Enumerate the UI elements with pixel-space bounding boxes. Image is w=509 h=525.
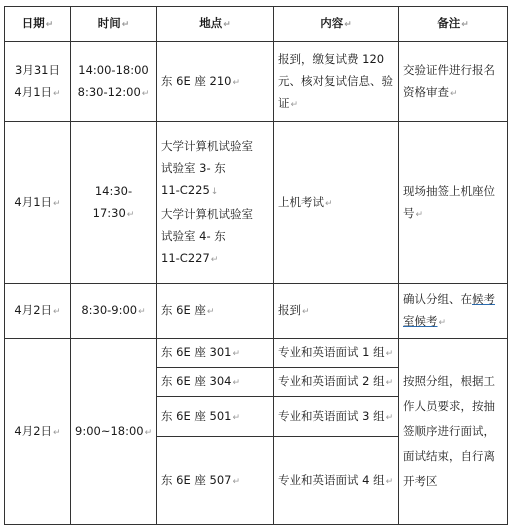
place-cell: 东 6E 座↵ [157,284,274,339]
date-cell: 3月31日 4月1日↵ [5,42,71,122]
place-cell: 大学计算机试验室 试验室 3- 东 11-C225↓ 大学计算机试验室 试验室 4- 东 11-C227↵ [157,122,274,284]
content-cell: 上机考试↵ [274,122,399,284]
content-cell: 专业和英语面试 2 组↵ [274,368,399,397]
header-content: 内容↵ [274,7,399,42]
note-cell: 按照分组，根据工作人员要求，按抽签顺序进行面试，面试结束，自行离开考区 [399,339,508,525]
content-cell: 专业和英语面试 4 组↵ [274,437,399,525]
date-cell: 4月1日↵ [5,122,71,284]
place-cell: 东 6E 座 301↵ [157,339,274,368]
waiting-room-link-text: 候考室候考 [403,292,495,328]
time-cell: 9:00~18:00↵ [71,339,157,525]
content-cell: 报到↵ [274,284,399,339]
content-cell: 报到，缴复试费 120 元、核对复试信息、验证↵ [274,42,399,122]
table-row [5,42,508,122]
table-row [5,284,508,339]
note-cell: 确认分组、在候考室候考↵ [399,284,508,339]
time-cell: 14:00-18:00 8:30-12:00↵ [71,42,157,122]
date-cell: 4月2日↵ [5,339,71,525]
date-cell: 4月2日↵ [5,284,71,339]
content-cell: 专业和英语面试 3 组↵ [274,397,399,437]
time-cell: 14:30-17:30↵ [71,122,157,284]
schedule-table [4,6,508,525]
header-note: 备注↵ [399,7,508,42]
place-cell: 东 6E 座 501↵ [157,397,274,437]
header-place: 地点↵ [157,7,274,42]
note-cell: 交验证件进行报名资格审查↵ [399,42,508,122]
header-time: 时间↵ [71,7,157,42]
table-row [5,122,508,284]
content-cell: 专业和英语面试 1 组↵ [274,339,399,368]
time-cell: 8:30-9:00↵ [71,284,157,339]
header-date: 日期↵ [5,7,71,42]
header-row [5,7,508,42]
place-cell: 东 6E 座 304↵ [157,368,274,397]
note-cell: 现场抽签上机座位号↵ [399,122,508,284]
place-cell: 东 6E 座 210↵ [157,42,274,122]
place-cell: 东 6E 座 507↵ [157,437,274,525]
table-row [5,339,508,368]
